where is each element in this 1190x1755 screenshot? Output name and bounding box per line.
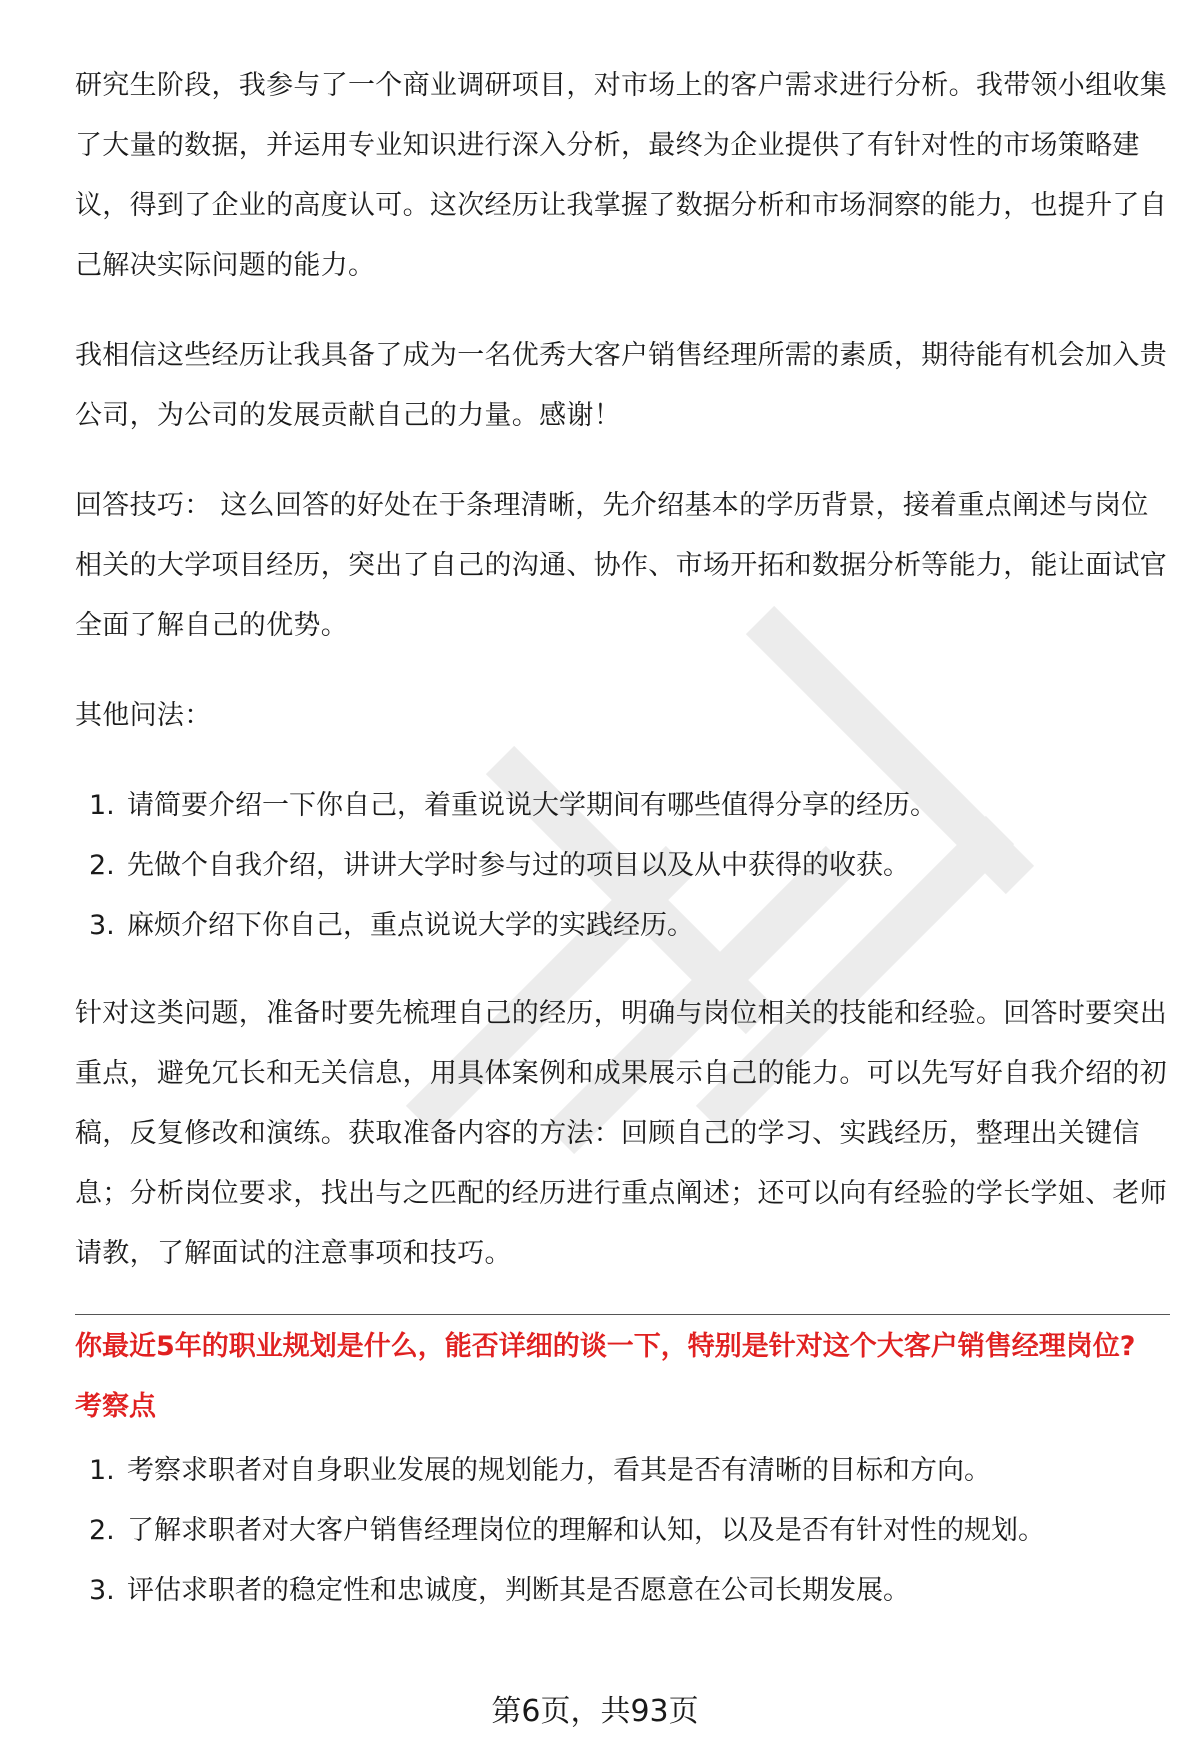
section-divider (75, 1314, 1170, 1315)
list-item: 2. 先做个自我介绍，讲讲大学时参与过的项目以及从中获得的收获。 (89, 850, 910, 881)
page-footer: 第6页，共93页 (491, 1694, 699, 1729)
list-item: 3. 评估求职者的稳定性和忠诚度，判断其是否愿意在公司长期发展。 (89, 1575, 910, 1606)
other-questions-list (75, 776, 1170, 956)
list-item: 3. 麻烦介绍下你自己，重点说说大学的实践经历。 (89, 910, 694, 941)
paragraph-closing: 我相信这些经历让我具备了成为一名优秀大客户销售经理所需的素质，期待能有机会加入贵公司，为公司的发展贡献自己的力量。感谢！ (75, 340, 1167, 431)
paragraph-answer-tips: 回答技巧： 这么回答的好处在于条理清晰，先介绍基本的学历背景，接着重点阐述与岗位相关的大学项目经历，突出了自己的沟通、协作、市场开拓和数据分析等能力，能让面试官全面了解自己的优势。 (75, 490, 1167, 641)
question-title: 你最近5年的职业规划是什么，能否详细的谈一下，特别是针对这个大客户销售经理岗位? (75, 1331, 1136, 1362)
paragraph-grad-project: 研究生阶段，我参与了一个商业调研项目，对市场上的客户需求进行分析。我带领小组收集了大量的数据，并运用专业知识进行深入分析，最终为企业提供了有针对性的市场策略建议，得到了企业的高度认可。这次经历让我掌握了数据分析和市场洞察的能力，也提升了自己解决实际问题的能力。 (75, 70, 1167, 281)
document-page (75, 56, 1170, 1649)
list-item: 1. 请简要介绍一下你自己，着重说说大学期间有哪些值得分享的经历。 (89, 790, 937, 821)
list-item: 2. 了解求职者对大客户销售经理岗位的理解和认知，以及是否有针对性的规划。 (89, 1515, 1045, 1546)
exam-points-label: 考察点 (75, 1391, 156, 1422)
paragraph-advice: 针对这类问题，准备时要先梳理自己的经历，明确与岗位相关的技能和经验。回答时要突出重点，避免冗长和无关信息，用具体案例和成果展示自己的能力。可以先写好自我介绍的初稿，反复修改和演练。获取准备内容的方法：回顾自己的学习、实践经历，整理出关键信息；分析岗位要求，找出与之匹配的经历进行重点阐述；还可以向有经验的学长学姐、老师请教，了解面试的注意事项和技巧。 (75, 998, 1167, 1269)
paragraph-other-ways-heading: 其他问法： (75, 700, 212, 731)
list-item: 1. 考察求职者对自身职业发展的规划能力，看其是否有清晰的目标和方向。 (89, 1455, 991, 1486)
exam-points-list (75, 1441, 1170, 1621)
